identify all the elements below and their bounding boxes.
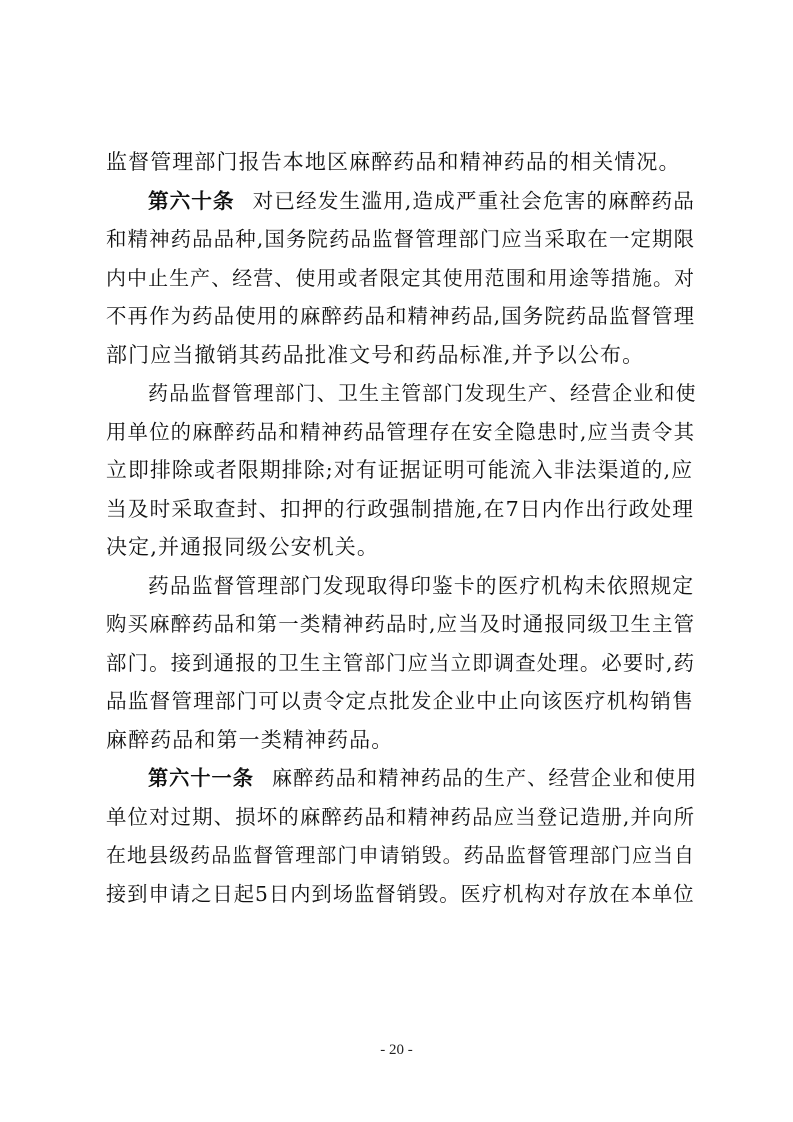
text-line: 在地县级药品监督管理部门申请销毁。药品监督管理部门应当自 [106,843,696,867]
text-line: 麻醉药品和第一类精神药品。 [106,727,394,752]
text-line: 部门应当撤销其药品批准文号和药品标准,并予以公布。 [106,342,645,367]
page-number: - 20 - [380,1042,413,1058]
text-line: 内中止生产、经营、使用或者限定其使用范围和用途等措施。对 [106,265,696,290]
text-line: 药品监督管理部门发现取得印鉴卡的医疗机构未依照规定 [148,573,695,598]
text-line: 不再作为药品使用的麻醉药品和精神药品,国务院药品监督管理 [106,304,696,328]
text-line: 药品监督管理部门、卫生主管部门发现生产、经营企业和使 [148,381,697,405]
text-line: 第六十条 对已经发生滥用,造成严重社会危害的麻醉药品 [148,188,696,213]
text-line: 单位对过期、损坏的麻醉药品和精神药品应当登记造册,并向所 [106,804,696,829]
text-line: 品监督管理部门可以责令定点批发企业中止向该医疗机构销售 [106,689,694,713]
text-line: 接到申请之日起5日内到场监督销毁。医疗机构对存放在本单位 [106,881,695,906]
text-line: 立即排除或者限期排除;对有证据证明可能流入非法渠道的,应 [106,458,694,482]
article-heading: 第六十条 [148,188,235,213]
text-line: 决定,并通报同级公安机关。 [106,535,379,559]
text-line: 当及时采取查封、扣押的行政强制措施,在7日内作出行政处理 [106,496,694,521]
text-line: 监督管理部门报告本地区麻醉药品和精神药品的相关情况。 [106,150,681,174]
article-heading: 第六十一条 [148,766,254,790]
text-line: 购买麻醉药品和第一类精神药品时,应当及时通报同级卫生主管 [106,612,696,636]
text-line: 和精神药品品种,国务院药品监督管理部门应当采取在一定期限 [106,227,696,251]
text-line: 用单位的麻醉药品和精神药品管理存在安全隐患时,应当责令其 [106,419,696,444]
body-text [106,143,698,913]
text-line: 部门。接到通报的卫生主管部门应当立即调查处理。必要时,药 [106,650,696,675]
text-line: 第六十一条 麻醉药品和精神药品的生产、经营企业和使用 [148,766,698,790]
